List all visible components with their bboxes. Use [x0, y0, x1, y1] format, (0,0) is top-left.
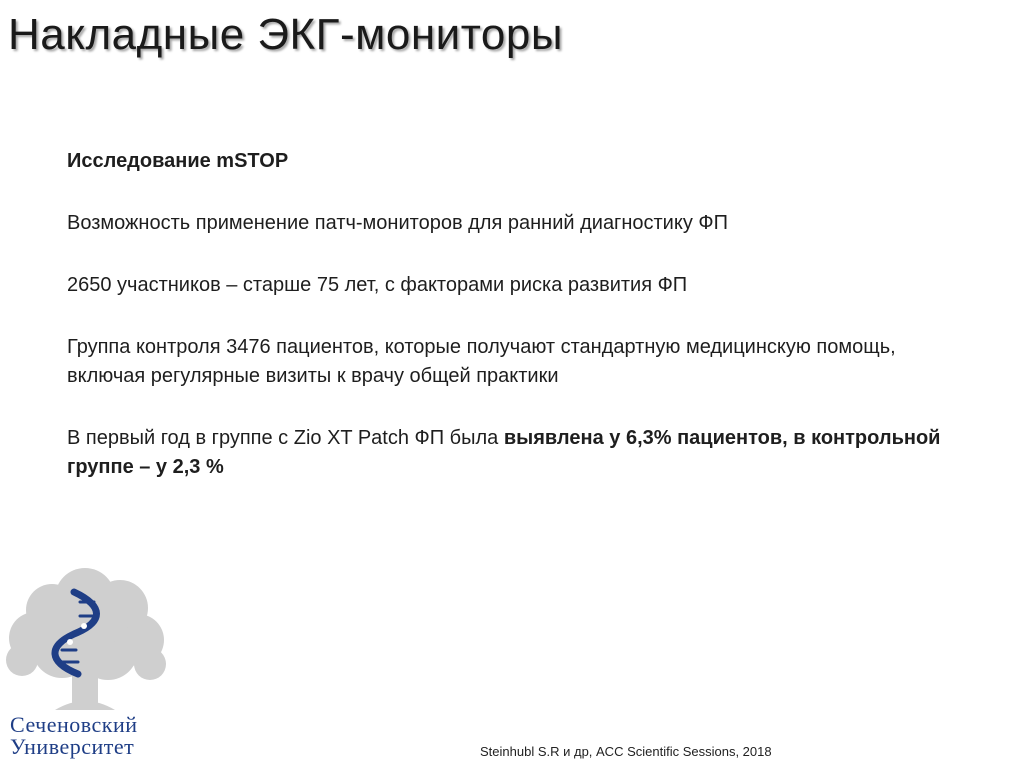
tree-icon — [6, 568, 166, 710]
study-results — [67, 424, 967, 482]
study-participants: 2650 участников – старше 75 лет, с факторами риска развития ФП — [67, 274, 688, 296]
study-purpose: Возможность применение патч-мониторов для ранний диагностику ФП — [67, 212, 728, 234]
results-text: В первый год в группе с Zio XT Patch ФП была — [67, 427, 504, 449]
slide-content — [67, 147, 967, 515]
university-name-line2: Университет — [10, 734, 135, 759]
control-group: Группа контроля 3476 пациентов, которые получают стандартную медицинскую помощь, включая регулярные визиты к врачу общей практики — [67, 336, 896, 387]
university-name-line1: Сеченовский — [10, 712, 138, 737]
university-name — [10, 714, 138, 758]
study-heading: Исследование mSTOP — [67, 150, 289, 172]
results-highlight: выявлена у 6,3% пациентов, в контрольной группе – у 2,3 % — [67, 427, 941, 478]
citation: Steinhubl S.R и др, ACC Scientific Sessions, 2018 — [480, 744, 772, 759]
slide-title: Накладные ЭКГ-мониторы — [8, 10, 563, 59]
